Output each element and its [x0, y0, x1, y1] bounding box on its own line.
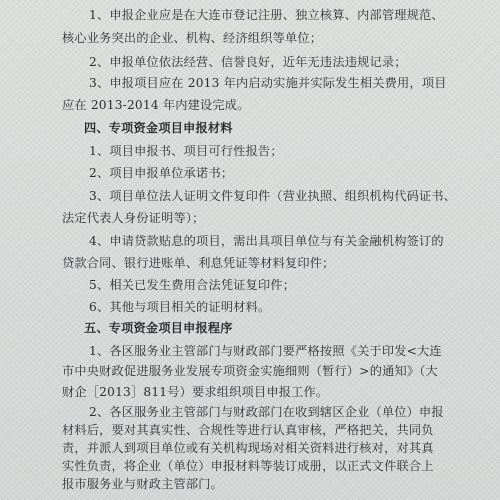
text-line: 2、项目申报单位承诺书；	[89, 165, 234, 180]
text-line: 5、相关已发生费用合法凭证复印件；	[89, 278, 296, 293]
text-line: 3、申报项目应在 2013 年内启动实施并实际发生相关费用，项目	[89, 76, 447, 90]
text-line: 1、各区服务业主管部门与财政部门要严格按照《关于印发<大连	[89, 343, 442, 358]
text-line: 贷款合同、银行进账单、利息凭证等材料复印件；	[62, 255, 335, 270]
text-line: 2、申报单位依法经营、信誉良好，近年无违法违规记录；	[89, 54, 407, 69]
text-line: 实性负责，将企业（单位）申报材料等装订成册，以正式文件联合上	[62, 459, 434, 474]
text-line: 市中央财政促进服务业发展专项资金实施细则（暂行）>的通知》（大	[62, 364, 438, 379]
text-line: 2、各区服务业主管部门与财政部门在收到辖区企业（单位）申报	[89, 405, 444, 420]
text-line: 1、项目申报书、项目可行性报告；	[89, 144, 283, 158]
text-line: 1、申报企业应是在大连市登记注册、独立核算、内部管理规范、	[89, 8, 444, 22]
section-heading: 四、专项资金项目申报材料	[84, 120, 233, 135]
text-line: 报市服务业与财政主管部门。	[62, 477, 224, 491]
text-line: 财企［2013］811号）要求组织项目申报工作。	[62, 384, 329, 399]
text-line: 4、申请贷款贴息的项目，需出具项目单位与有关金融机构签订的	[89, 233, 444, 248]
text-line: 材料后，要对其真实性、合规性等进行认真审核，严格把关，共同负	[62, 423, 434, 438]
text-line: 应在 2013-2014 年内建设完成。	[62, 97, 250, 112]
section-heading: 五、专项资金项目申报程序	[84, 321, 233, 336]
text-line: 责，并派人到项目单位或有关机构现场对相关资料进行核对，对其真	[62, 441, 434, 456]
text-line: 核心业务突出的企业、机构、经济组织等单位；	[62, 31, 323, 46]
text-line: 3、项目单位法人证明文件复印件（营业执照、组织机构代码证书、	[89, 188, 457, 203]
text-line: 法定代表人身份证明等）；	[62, 211, 205, 226]
text-line: 6、其他与项目相关的证明材料。	[89, 299, 271, 314]
